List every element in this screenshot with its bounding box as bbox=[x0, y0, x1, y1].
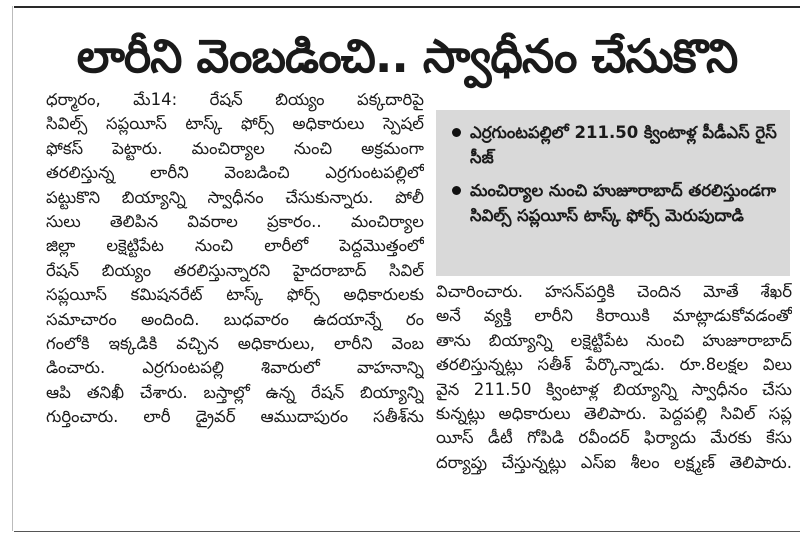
left-column-line: రేషన్ బియ్యం తరలిస్తున్నారని హైదరాబాద్ సివిల్ bbox=[46, 260, 424, 280]
right-column bbox=[436, 280, 792, 475]
right-column-line: యీస్ డీటీ గోపిడి రవీందర్ ఫిర్యాదు మేరకు కేసు bbox=[436, 428, 792, 448]
headline: లారీని వెంబడించి.. స్వాధీనం చేసుకొని bbox=[76, 29, 738, 83]
right-column-line: తరలిస్తున్నట్లు సతీశ్ పేర్కొన్నాడు. రూ.8లక్షల విలు bbox=[436, 355, 792, 375]
left-column-line: సమాచారం అందింది. బుధవారం ఉదయాన్నే రం bbox=[46, 309, 424, 329]
right-column-line: కున్నట్లు అధికారులు తెలిపారు. పెద్దపల్లి సివిల్ సప్ల bbox=[436, 403, 792, 423]
left-column-line: సివిల్స్ సప్లయీస్ టాస్క్ ఫోర్స్ అధికారులు స్పెషల్ bbox=[46, 114, 424, 134]
left-column-line: సప్లయీస్ కమిషనరేట్ టాస్క్ ఫోర్స్ అధికారులకు bbox=[46, 285, 424, 305]
left-edge-rule bbox=[12, 6, 13, 531]
right-column-line: తాను బియ్యాన్ని లక్షెట్టిపేట నుంచి హుజూరాబాద్ bbox=[436, 330, 792, 350]
left-column-line: ఫోకస్ పెట్టారు. మంచిర్యాల నుంచి అక్రమంగా bbox=[46, 138, 424, 158]
highlight-text: మంచిర్యాల నుంచి హుజూరాబాద్ తరలిస్తుండగా సివిల్స్ సప్లయీస్ టాస్క్ ఫోర్స్ మెరుపుదాడి bbox=[470, 181, 777, 225]
left-column-line: ధర్మారం, మే14: రేషన్ బియ్యం పక్కదారిపై bbox=[46, 90, 424, 109]
left-column bbox=[46, 88, 424, 429]
left-column-line: పట్టుకొని బియ్యాన్ని స్వాధీనం చేసుకున్నారు. పోలీ bbox=[46, 187, 424, 207]
left-column-line: గంలోకి ఇక్కడికి వచ్చిన అధికారులు, లారీని వెంబ bbox=[46, 333, 424, 353]
right-column-line: విచారించారు. హసన్‌పర్తికి చెందిన మోతే శేఖర్ bbox=[436, 282, 792, 301]
right-column-line: వైన 211.50 క్వింటాళ్ల బియ్యాన్ని స్వాధీనం చేసు bbox=[436, 379, 792, 399]
bottom-rule bbox=[14, 531, 800, 532]
left-column-line: ఆపి తనిఖీ చేశారు. బస్తాల్లో ఉన్న రేషన్ బియ్యాన్ని bbox=[46, 382, 424, 402]
left-column-line: సులు తెలిపిన వివరాల ప్రకారం.. మంచిర్యాల bbox=[46, 211, 424, 231]
highlight-text: ఎర్రగుంటపల్లిలో 211.50 క్వింటాళ్ల పీడీఎస్ రైస్ సీజ్ bbox=[470, 123, 777, 167]
bullet-icon bbox=[452, 128, 461, 137]
top-rule bbox=[14, 6, 800, 8]
left-column-line: జిల్లా లక్షెట్టిపేట నుంచి లారీలో పెద్దమొత్తంలో bbox=[46, 236, 424, 256]
bullet-icon bbox=[452, 186, 461, 195]
left-column-line: డించారు. ఎర్రగుంటపల్లి శివారులో వాహనాన్ని bbox=[46, 358, 424, 378]
right-column-line: దర్యాప్తు చేస్తున్నట్లు ఎస్ఐ శీలం లక్ష్మణ్ తెలిపారు. bbox=[436, 452, 792, 472]
left-column-line: గుర్తించారు. లారీ డ్రైవర్ ఆముదాపురం సతీశ్‌ను bbox=[46, 407, 424, 427]
highlight-item bbox=[450, 120, 778, 170]
left-column-line: తరలిస్తున్న లారీని వెంబడించి ఎర్రగుంటపల్లిలో bbox=[46, 163, 424, 183]
right-column-line: అనే వ్యక్తి లారీని కిరాయికి మాట్లాడుకోవడంతో bbox=[436, 306, 792, 326]
highlight-item bbox=[450, 178, 778, 228]
highlight-box bbox=[436, 110, 790, 276]
